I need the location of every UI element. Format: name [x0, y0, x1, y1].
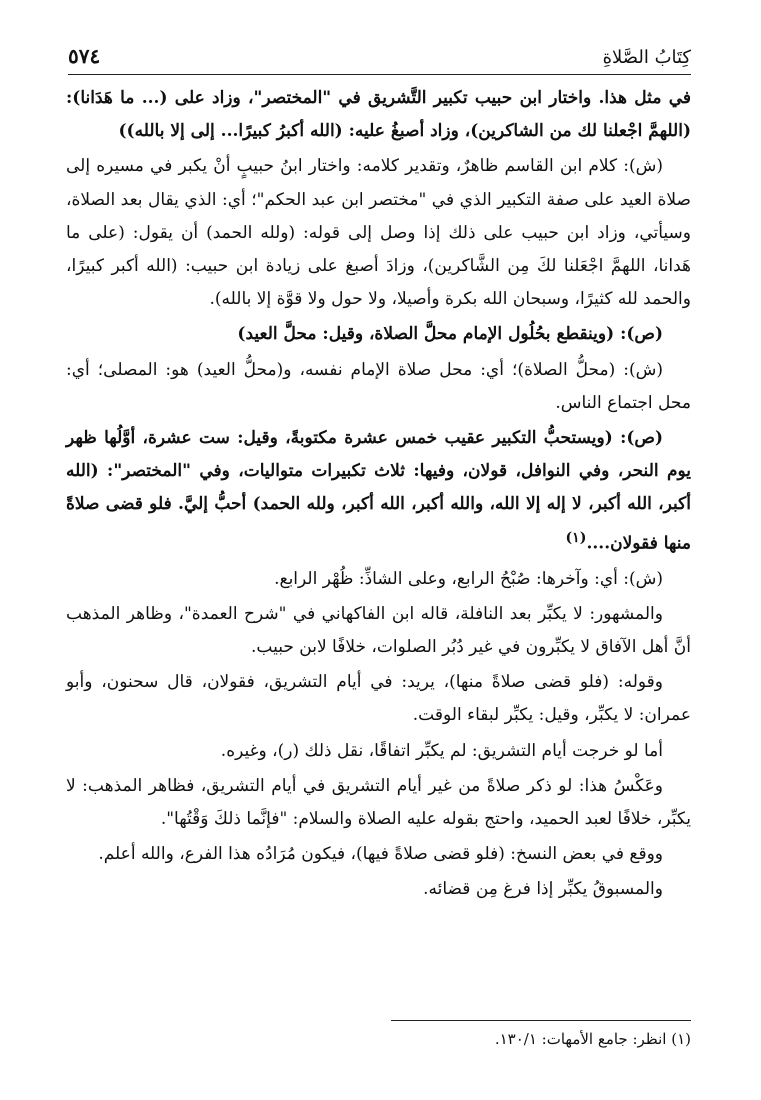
footnote-rule: [391, 1020, 691, 1021]
paragraph-commentary: أما لو خرجت أيام التشريق: لم يكبِّر اتفاقًا، نقل ذلك (ر)، وغيره.: [220, 740, 663, 761]
paragraph-commentary: (ش): أي: وآخرها: صُبْحُ الرابع، وعلى الشاذِّ: ظُهْر الرابع.: [274, 568, 663, 589]
book-title: كِتَابُ الصَّلاةِ: [602, 47, 691, 68]
paragraph-commentary: وعَكْسُ هذا: لو ذكر صلاةً من غير أيام التشريق في أيام التشريق، فظاهر المذهب: لا يكبِّر، خلافًا لعبد الحميد، واحتج بقوله عليه الصلاة والسلام: "فإنَّما ذلكَ وَقْتُها".: [66, 775, 691, 829]
page-number: ٥٧٤: [68, 44, 101, 68]
paragraph-commentary: ووقع في بعض النسخ: (فلو قضى صلاةً فيها)، فيكون مُرَادُه هذا الفرع، والله أعلم.: [98, 844, 663, 865]
paragraph-text-bold: (ص): (وينقطع بحُلُول الإمام محلَّ الصلاة، وقيل: محلَّ العيد): [237, 324, 663, 345]
footnote-marker: (١): [565, 529, 587, 546]
header-rule: [68, 74, 691, 75]
paragraph-commentary: وقوله: (فلو قضى صلاةً منها)، يريد: في أيام التشريق، فقولان، قال سحنون، وأبو عمران: لا يكبِّر، وقيل: يكبِّر لبقاء الوقت.: [66, 672, 691, 726]
paragraph-text-bold: [66, 422, 691, 560]
paragraph-text: (ص): (ويستحبُّ التكبير عقيب خمس عشرة مكتوبةً، وقيل: ست عشرة، أوَّلُها ظهر يوم النحر، وفي النوافل، قولان، وفيها: ثلاث تكبيرات متواليات، وفي "المختصر": (الله أكبر، الله أكبر، لا إله إلا الله، والله أكبر، الله أكبر، ولله الحمد) أحبُّ إليَّ. فلو قضى صلاةً منها فقولان....: [66, 428, 691, 554]
paragraph-commentary: والمشهور: لا يكبِّر بعد النافلة، قاله ابن الفاكهاني في "شرح العمدة"، وظاهر المذهب أنَّ أهل الآفاق لا يكبِّرون في غير دُبُر الصلوات، خلافًا لابن حبيب.: [66, 603, 691, 657]
paragraph-commentary: (ش): (محلُّ الصلاة)؛ أي: محل صلاة الإمام نفسه، و(محلُّ العيد) هو: المصلى؛ أي: محل اجتماع الناس.: [66, 359, 691, 413]
paragraph-commentary: والمسبوقُ يكبِّر إذا فرغ مِن قضائه.: [423, 879, 663, 900]
paragraph-text-bold: في مثل هذا. واختار ابن حبيب تكبير التَّشريق في "المختصر"، وزاد على (... ما هَدَانا): (اللهمَّ اجْعلنا لك من الشاكرين)، وزاد أصبغُ عليه: (الله أكبرُ كبيرًا... إلى إلا بالله)): [66, 88, 691, 142]
page-header: [68, 38, 691, 68]
page-body: [66, 82, 691, 907]
paragraph-commentary: (ش): كلام ابن القاسم ظاهرٌ، وتقدير كلامه: واختار ابنُ حبيبٍ أنْ يكبر في مسيره إلى صلاة العيد على صفة التكبير الذي في "مختصر ابن عبد الحكم"؛ أي: الذي يقال بعد الصلاة، وسيأتي، وزاد ابن حبيب على ذلك إذا وصل إلى قوله: (ولله الحمد) أن يقول: (على ما هَدانا، اللهمَّ اجْعَلنا لكَ مِن الشَّاكرين)، وزادَ أصبغ على زيادة ابن حبيب: (الله أكبر كبيرًا، والحمد لله كثيرًا، وسبحان الله بكرة وأصيلا، ولا حول ولا قوَّة إلا بالله).: [66, 156, 691, 310]
footnote: (١) انظر: جامع الأمهات: ١٣٠/١.: [494, 1030, 691, 1048]
